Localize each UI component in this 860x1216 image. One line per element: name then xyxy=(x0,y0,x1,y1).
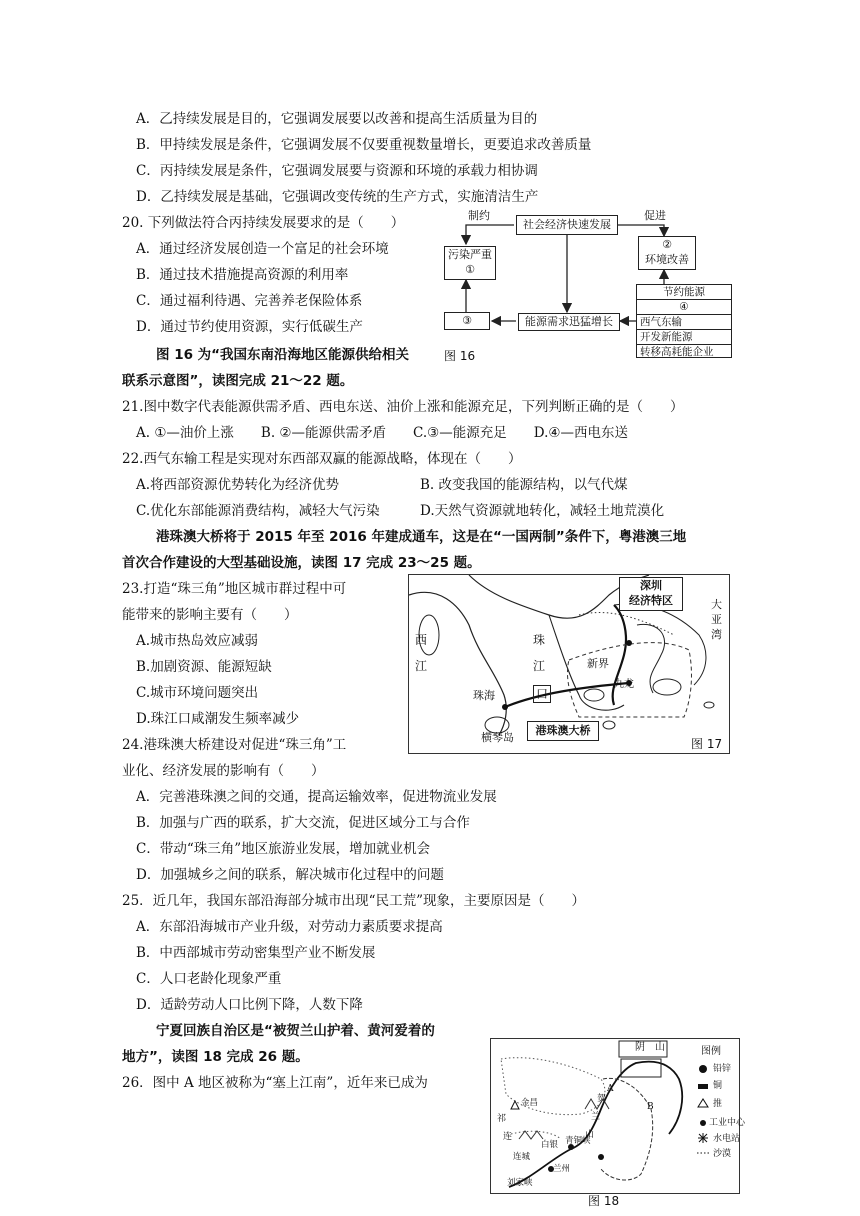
xijiang-char-2: 江 xyxy=(415,659,428,673)
label-b: B xyxy=(647,1102,654,1112)
zhujiangkou-char-1: 珠 xyxy=(533,633,546,647)
box-energy-demand: 能源需求迅猛增长 xyxy=(518,313,620,331)
helan-he: 贺 xyxy=(597,1094,607,1104)
legend-title: 图例 xyxy=(701,1046,721,1057)
sez-label-box xyxy=(619,577,683,611)
q24-option-a: A．完善港珠澳之间的交通，提高运输效率，促进物流业发展 xyxy=(136,789,497,805)
q23-stem-line2: 能带来的影响主要有（ ） xyxy=(122,607,298,623)
xijiang-char-1: 西 xyxy=(415,633,428,647)
jinchang-label: 金昌 xyxy=(521,1098,539,1108)
legend-hydro: 水电站 xyxy=(713,1134,741,1144)
zhujiangkou-char-3: 口 xyxy=(533,685,551,703)
box-pollution-label: 污染严重 xyxy=(448,248,492,261)
intro-18-line1: 宁夏回族自治区是“被贺兰山护着、黄河爱着的 xyxy=(156,1023,435,1039)
label-promote: 促进 xyxy=(644,209,666,222)
liujiaxia-label: 刘家峡 xyxy=(507,1178,533,1188)
dayawan-label xyxy=(711,597,722,642)
box-environment-label: 环境改善 xyxy=(645,253,689,266)
label-a: A xyxy=(607,1084,614,1094)
q25-option-c: C．人口老龄化现象严重 xyxy=(136,971,282,987)
q26-stem: 26．图中 A 地区被称为“塞上江南”，近年来已成为 xyxy=(122,1075,428,1091)
figure-16-diagram xyxy=(440,206,740,366)
bridge-label: 港珠澳大桥 xyxy=(527,721,599,741)
xinjie-label: 新界 xyxy=(587,657,609,670)
circle-4: ④ xyxy=(637,300,731,315)
q22-stem: 22.西气东输工程是实现对东西部双赢的能源战略，体现在（ ） xyxy=(122,451,522,467)
circle-3-box: ③ xyxy=(444,312,490,330)
box-measures xyxy=(636,284,732,358)
q20-option-b: B．通过技术措施提高资源的利用率 xyxy=(136,267,349,283)
circle-1: ① xyxy=(465,263,475,276)
q24-stem-line1: 24.港珠澳大桥建设对促进“珠三角”工 xyxy=(122,737,347,753)
dayawan-char-3: 湾 xyxy=(711,628,722,641)
measure-west-gas: 西气东输 xyxy=(637,315,731,330)
figure-17-caption: 图 17 xyxy=(691,737,723,751)
helan-lan: 兰 xyxy=(591,1112,601,1122)
shenzhen-label: 深圳 xyxy=(640,579,662,592)
hengqin-label: 横琴岛 xyxy=(481,731,514,744)
q24-stem-line2: 业化、经济发展的影响有（ ） xyxy=(122,763,325,779)
measure-transfer: 转移高耗能企业 xyxy=(640,346,714,358)
q23-option-a: A.城市热岛效应减弱 xyxy=(136,633,259,649)
zhujiangkou-char-2: 江 xyxy=(533,659,546,673)
label-restrict: 制约 xyxy=(468,209,490,222)
q19-option-c: C．丙持续发展是条件，它强调发展要与资源和环境的承载力相协调 xyxy=(136,163,538,179)
legend-lead-zinc: 铅锌 xyxy=(713,1064,732,1074)
legend-desert: 沙漠 xyxy=(713,1149,732,1159)
q24-option-d: D．加强城乡之间的联系，解决城市化过程中的问题 xyxy=(136,867,444,883)
zhujiangkou-label xyxy=(533,627,551,703)
intro-17-line1: 港珠澳大桥将于 2015 年至 2016 年建成通车，这是在“一国两制”条件下，粤港澳三地 xyxy=(156,529,687,545)
q25-option-b: B．中西部城市劳动密集型产业不断发展 xyxy=(136,945,376,961)
q23-stem-line1: 23.打造“珠三角”地区城市群过程中可 xyxy=(122,581,347,597)
dayawan-char-1: 大 xyxy=(711,598,722,611)
qilian-qi: 祁 xyxy=(497,1114,507,1124)
q20-option-c: C．通过福利待遇、完善养老保险体系 xyxy=(136,293,363,309)
q21-options: A. ①—油价上涨 B. ②—能源供需矛盾 C.③—能源充足 D.④—西电东送 xyxy=(136,425,629,441)
figure-18-caption: 图 18 xyxy=(588,1194,620,1208)
q25-option-a: A．东部沿海城市产业升级，对劳动力素质要求提高 xyxy=(136,919,443,935)
figure-17-map xyxy=(408,574,730,754)
q22-option-a: A.将西部资源优势转化为经济优势 xyxy=(136,477,340,493)
q22-option-c: C.优化东部能源消费结构，减轻大气污染 xyxy=(136,503,380,519)
intro-16-line2: 联系示意图”，读图完成 21～22 题。 xyxy=(122,373,354,389)
figure-18-map xyxy=(490,1038,746,1194)
intro-16-line1: 图 16 为“我国东南沿海地区能源供给相关 xyxy=(156,347,410,363)
q20-stem: 20. 下列做法符合丙持续发展要求的是（ ） xyxy=(122,215,405,231)
legend-copper: 铜 xyxy=(713,1081,723,1091)
q19-option-b: B．甲持续发展是条件，它强调发展不仅要重视数量增长，更要追求改善质量 xyxy=(136,137,592,153)
box-economy-growth: 社会经济快速发展 xyxy=(516,215,618,235)
intro-17-line2: 首次合作建设的大型基础设施，读图 17 完成 23～25 题。 xyxy=(122,555,481,571)
q24-option-c: C．带动“珠三角”地区旅游业发展，增加就业机会 xyxy=(136,841,431,857)
box-pollution xyxy=(444,246,496,280)
box-environment xyxy=(638,236,696,270)
zhuhai-label: 珠海 xyxy=(473,689,495,702)
measure-save-energy: 节约能源 xyxy=(637,285,731,300)
jiulong-label: 九龙 xyxy=(614,679,634,690)
intro-18-line2: 地方”，读图 18 完成 26 题。 xyxy=(122,1049,309,1065)
liancheng-label: 连城 xyxy=(513,1152,531,1162)
q25-stem: 25．近几年，我国东部沿海部分城市出现“民工荒”现象，主要原因是（ ） xyxy=(122,893,585,909)
q24-option-b: B．加强与广西的联系，扩大交流，促进区域分工与合作 xyxy=(136,815,470,831)
qingtongxia-label: 青铜峡 xyxy=(565,1136,591,1146)
lanzhou-label: 兰州 xyxy=(553,1164,571,1174)
qilian-lian: 连 xyxy=(503,1132,513,1142)
q19-option-a: A．乙持续发展是目的，它强调发展要以改善和提高生活质量为目的 xyxy=(136,111,538,127)
baiyin-label: 白银 xyxy=(541,1140,559,1150)
helan-shan: 山 xyxy=(585,1130,595,1140)
circle-2: ② xyxy=(662,238,672,251)
legend-industrial: 工业中心 xyxy=(709,1118,746,1128)
q22-option-d: D.天然气资源就地转化，减轻土地荒漠化 xyxy=(420,503,665,519)
q25-option-d: D．适龄劳动人口比例下降，人数下降 xyxy=(136,997,363,1013)
q19-option-d: D．乙持续发展是基础，它强调改变传统的生产方式，实施清洁生产 xyxy=(136,189,539,205)
sez-label: 经济特区 xyxy=(629,594,673,607)
dayawan-char-2: 亚 xyxy=(711,613,722,626)
q23-option-b: B.加剧资源、能源短缺 xyxy=(136,659,272,675)
legend-nickel: 推 xyxy=(713,1099,723,1109)
q23-option-d: D.珠江口咸潮发生频率减少 xyxy=(136,711,300,727)
figure-16-caption: 图 16 xyxy=(444,349,476,363)
measure-new-energy: 开发新能源 xyxy=(637,330,731,345)
q22-option-b: B. 改变我国的能源结构，以气代煤 xyxy=(420,477,628,493)
q21-stem: 21.图中数字代表能源供需矛盾、西电东送、油价上涨和能源充足，下列判断正确的是（ ） xyxy=(122,399,684,415)
xijiang-label xyxy=(415,627,427,679)
yinshan-label: 阴 山 xyxy=(635,1042,665,1053)
q23-option-c: C.城市环境问题突出 xyxy=(136,685,259,701)
q20-option-d: D．通过节约使用资源，实行低碳生产 xyxy=(136,319,363,335)
q20-option-a: A．通过经济发展创造一个富足的社会环境 xyxy=(136,241,389,257)
